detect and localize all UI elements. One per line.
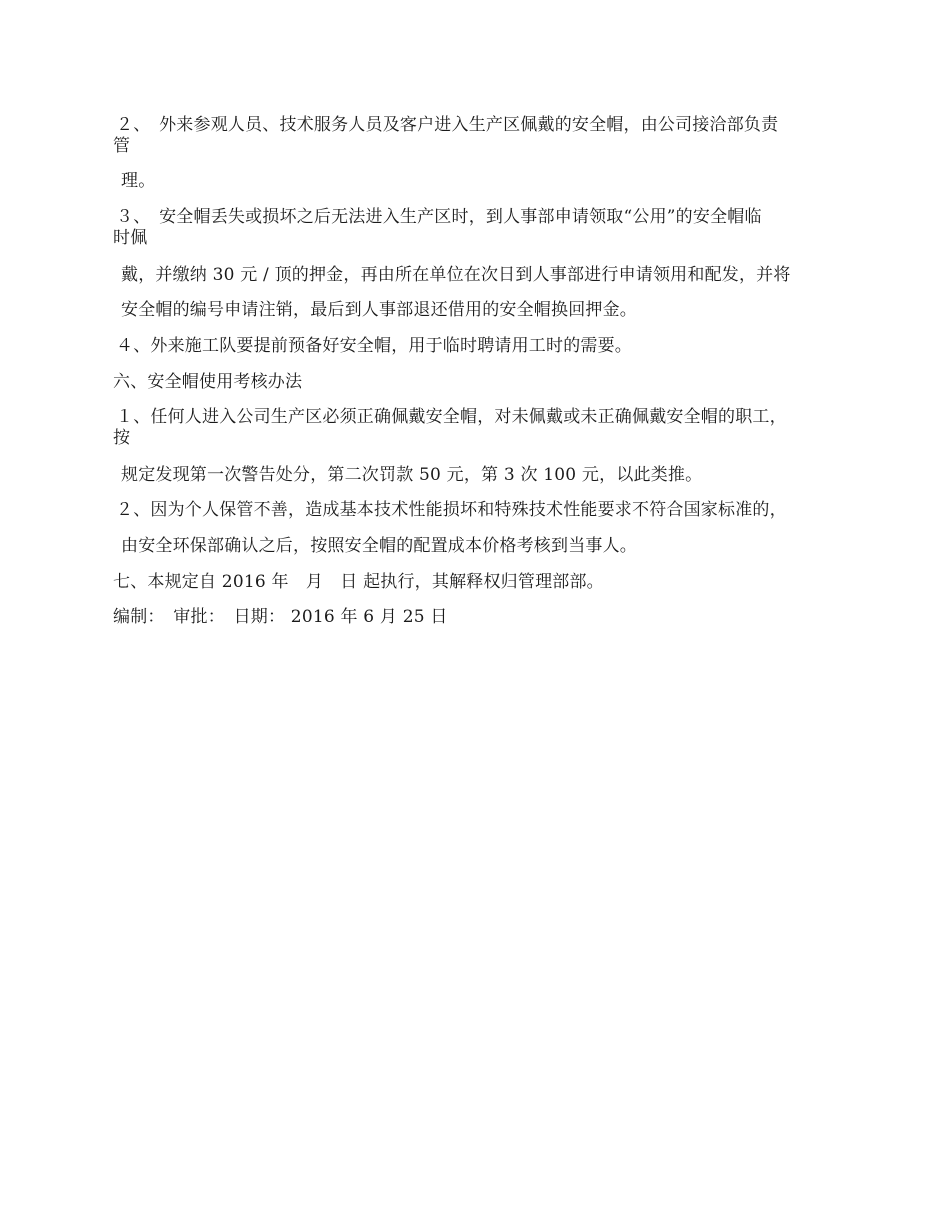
text-line: 理。	[121, 171, 156, 191]
text-line: ２、因为个人保管不善，造成基本技术性能损坏和特殊技术性能要求不符合国家标准的，	[116, 500, 787, 520]
text-line: 管	[113, 136, 131, 156]
section-heading: 六、安全帽使用考核办法	[113, 372, 303, 392]
section-heading: 七、本规定自 2016 年 月 日 起执行，其解释权归管理部部。	[113, 572, 604, 592]
text-line: １、任何人进入公司生产区必须正确佩戴安全帽，对未佩戴或未正确佩戴安全帽的职工，	[116, 407, 787, 427]
text-line: ２、 外来参观人员、技术服务人员及客户进入生产区佩戴的安全帽，由公司接洽部负责	[116, 115, 779, 135]
signature-line: 编制： 审批： 日期： 2016 年 6 月 25 日	[113, 607, 448, 627]
text-line: ３、 安全帽丢失或损坏之后无法进入生产区时，到人事部申请领取“公用”的安全帽临	[116, 207, 762, 227]
text-line: 戴，并缴纳 30 元 / 顶的押金，再由所在单位在次日到人事部进行申请领用和配发，并将	[121, 265, 791, 285]
text-line: 由安全环保部确认之后，按照安全帽的配置成本价格考核到当事人。	[121, 536, 637, 556]
text-line: 安全帽的编号申请注销，最后到人事部退还借用的安全帽换回押金。	[121, 300, 637, 320]
text-line: 规定发现第一次警告处分，第二次罚款 50 元，第 3 次 100 元，以此类推。	[121, 465, 703, 485]
text-line: ４、外来施工队要提前预备好安全帽，用于临时聘请用工时的需要。	[116, 336, 632, 356]
text-line: 按	[113, 428, 131, 448]
text-line: 时佩	[113, 228, 148, 248]
